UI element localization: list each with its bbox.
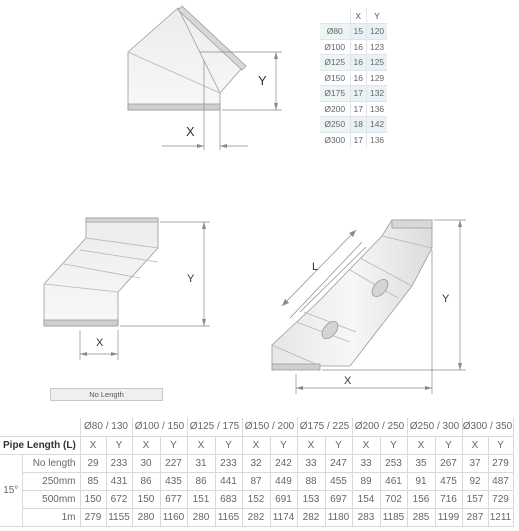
value-cell: 435 [160, 472, 187, 490]
size-header: Ø150 / 200 [242, 418, 297, 436]
xy-cell-x: 15 [350, 24, 366, 40]
value-cell: 89 [352, 472, 380, 490]
angle-label: 15° [0, 454, 22, 526]
xy-cell-diameter: Ø250 [320, 117, 350, 133]
size-header-row [0, 418, 513, 436]
y-header: Y [380, 436, 407, 454]
value-cell: 31 [187, 454, 215, 472]
xy-cell-diameter: Ø150 [320, 70, 350, 86]
xy-table-row [320, 132, 387, 148]
value-cell: 279 [80, 508, 106, 526]
y-header: Y [325, 436, 352, 454]
xy-table-row [320, 101, 387, 117]
value-cell: 697 [325, 490, 352, 508]
value-cell: 1155 [106, 508, 132, 526]
value-cell: 716 [435, 490, 462, 508]
value-cell: 441 [215, 472, 242, 490]
xy-cell-diameter: Ø100 [320, 39, 350, 55]
value-cell: 30 [132, 454, 160, 472]
y-header: Y [435, 436, 462, 454]
top-elbow [128, 6, 246, 110]
xy-cell-y: 120 [366, 24, 387, 40]
value-cell: 227 [160, 454, 187, 472]
size-header: Ø250 / 300 [407, 418, 462, 436]
table-row [0, 472, 513, 490]
value-cell: 92 [462, 472, 488, 490]
value-cell: 35 [407, 454, 435, 472]
xy-cell-x: 16 [350, 55, 366, 71]
value-cell: 151 [187, 490, 215, 508]
value-cell: 691 [270, 490, 297, 508]
header-blank [0, 418, 80, 436]
xy-cell-x: 16 [350, 70, 366, 86]
x-header: X [187, 436, 215, 454]
table-row [0, 454, 513, 472]
xy-cell-diameter: Ø175 [320, 86, 350, 102]
length-label: 250mm [22, 472, 80, 490]
value-cell: 88 [297, 472, 325, 490]
value-cell: 431 [106, 472, 132, 490]
size-header: Ø300 / 350 [462, 418, 513, 436]
x-header: X [407, 436, 435, 454]
offset-fitting [44, 218, 158, 326]
xy-cell-y: 129 [366, 70, 387, 86]
offset-x-label: X [96, 337, 104, 349]
value-cell: 233 [106, 454, 132, 472]
long-offset-y-label: Y [442, 293, 450, 305]
xy-cell-x: 18 [350, 117, 366, 133]
xy-cell-y: 123 [366, 39, 387, 55]
value-cell: 487 [488, 472, 513, 490]
value-cell: 267 [435, 454, 462, 472]
value-cell: 37 [462, 454, 488, 472]
value-cell: 449 [270, 472, 297, 490]
xy-header-row [0, 436, 513, 454]
xy-header-x: X [350, 8, 366, 24]
value-cell: 455 [325, 472, 352, 490]
xy-cell-x: 17 [350, 101, 366, 117]
xy-cell-y: 136 [366, 101, 387, 117]
long-offset-fitting [272, 220, 432, 370]
x-header: X [80, 436, 106, 454]
value-cell: 280 [132, 508, 160, 526]
value-cell: 242 [270, 454, 297, 472]
value-cell: 86 [187, 472, 215, 490]
value-cell: 1185 [380, 508, 407, 526]
long-offset-x-label: X [344, 375, 352, 387]
x-header: X [242, 436, 270, 454]
value-cell: 677 [160, 490, 187, 508]
value-cell: 1211 [488, 508, 513, 526]
y-header: Y [106, 436, 132, 454]
x-header: X [297, 436, 325, 454]
offset-y-label: Y [187, 273, 195, 285]
xy-cell-y: 142 [366, 117, 387, 133]
value-cell: 150 [80, 490, 106, 508]
value-cell: 702 [380, 490, 407, 508]
value-cell: 475 [435, 472, 462, 490]
xy-dimension-table [320, 8, 387, 148]
value-cell: 153 [297, 490, 325, 508]
x-header: X [462, 436, 488, 454]
value-cell: 461 [380, 472, 407, 490]
size-header: Ø200 / 250 [352, 418, 407, 436]
value-cell: 282 [242, 508, 270, 526]
value-cell: 85 [80, 472, 106, 490]
pipe-length-label: Pipe Length (L) [0, 436, 80, 454]
value-cell: 33 [297, 454, 325, 472]
size-header: Ø175 / 225 [297, 418, 352, 436]
xy-cell-x: 17 [350, 86, 366, 102]
value-cell: 32 [242, 454, 270, 472]
xy-cell-x: 17 [350, 132, 366, 148]
table-row [0, 490, 513, 508]
xy-cell-y: 125 [366, 55, 387, 71]
value-cell: 287 [462, 508, 488, 526]
xy-cell-diameter: Ø200 [320, 101, 350, 117]
xy-cell-diameter: Ø125 [320, 55, 350, 71]
xy-cell-x: 16 [350, 39, 366, 55]
value-cell: 253 [380, 454, 407, 472]
value-cell: 156 [407, 490, 435, 508]
length-label: 500mm [22, 490, 80, 508]
value-cell: 87 [242, 472, 270, 490]
pipe-length-table [0, 418, 514, 527]
long-offset-l-label: L [312, 261, 319, 273]
x-header: X [132, 436, 160, 454]
value-cell: 283 [352, 508, 380, 526]
xy-cell-y: 136 [366, 132, 387, 148]
top-x-label: X [186, 124, 195, 139]
table-row [0, 508, 513, 526]
value-cell: 285 [407, 508, 435, 526]
value-cell: 29 [80, 454, 106, 472]
size-header: Ø100 / 150 [132, 418, 187, 436]
length-label: No length [22, 454, 80, 472]
value-cell: 1160 [160, 508, 187, 526]
value-cell: 150 [132, 490, 160, 508]
xy-table-row [320, 39, 387, 55]
xy-header-blank [320, 8, 350, 24]
xy-table-row [320, 86, 387, 102]
xy-cell-diameter: Ø80 [320, 24, 350, 40]
value-cell: 279 [488, 454, 513, 472]
xy-cell-y: 132 [366, 86, 387, 102]
y-header: Y [160, 436, 187, 454]
value-cell: 282 [297, 508, 325, 526]
xy-header-y: Y [366, 8, 387, 24]
top-y-label: Y [258, 73, 267, 88]
value-cell: 672 [106, 490, 132, 508]
value-cell: 247 [325, 454, 352, 472]
xy-table-row [320, 70, 387, 86]
value-cell: 152 [242, 490, 270, 508]
value-cell: 1199 [435, 508, 462, 526]
value-cell: 683 [215, 490, 242, 508]
xy-cell-diameter: Ø300 [320, 132, 350, 148]
value-cell: 154 [352, 490, 380, 508]
length-label: 1m [22, 508, 80, 526]
value-cell: 86 [132, 472, 160, 490]
value-cell: 233 [215, 454, 242, 472]
y-header: Y [270, 436, 297, 454]
value-cell: 729 [488, 490, 513, 508]
no-length-button[interactable]: No Length [50, 388, 163, 401]
value-cell: 1174 [270, 508, 297, 526]
xy-table-row [320, 24, 387, 40]
value-cell: 157 [462, 490, 488, 508]
size-header: Ø80 / 130 [80, 418, 132, 436]
x-header: X [352, 436, 380, 454]
value-cell: 1180 [325, 508, 352, 526]
xy-table-row [320, 55, 387, 71]
value-cell: 280 [187, 508, 215, 526]
size-header: Ø125 / 175 [187, 418, 242, 436]
y-header: Y [215, 436, 242, 454]
value-cell: 33 [352, 454, 380, 472]
value-cell: 91 [407, 472, 435, 490]
y-header: Y [488, 436, 513, 454]
value-cell: 1165 [215, 508, 242, 526]
xy-table-row [320, 117, 387, 133]
